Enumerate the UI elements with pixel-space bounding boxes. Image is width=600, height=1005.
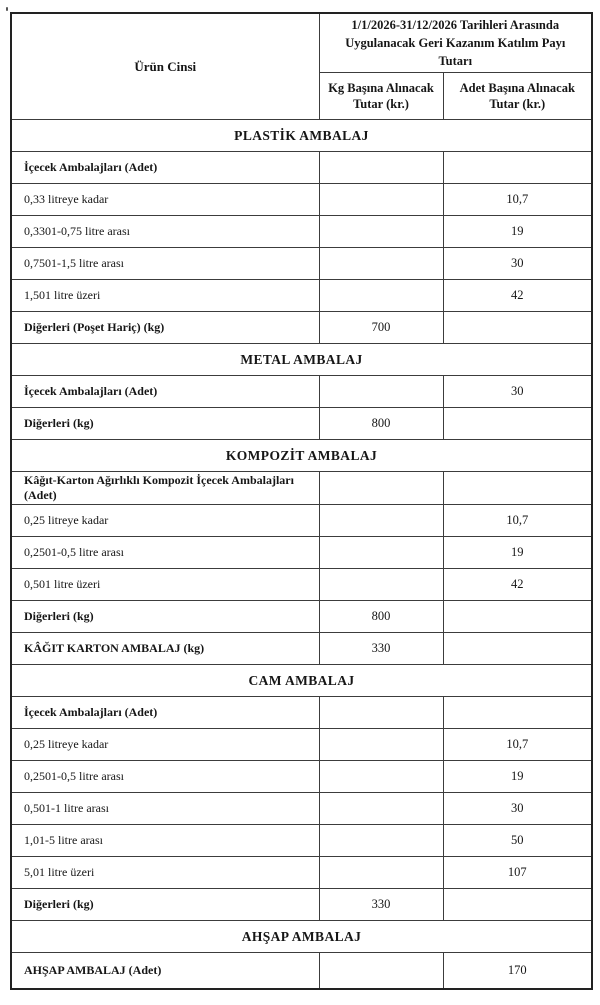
table-row [11, 697, 592, 729]
kg-amount-value [319, 537, 443, 569]
kg-amount-value: 330 [319, 889, 443, 921]
table-row [11, 184, 592, 216]
table-row [11, 312, 592, 344]
table-row [11, 569, 592, 601]
row-label: KÂĞIT KARTON AMBALAJ (kg) [11, 633, 319, 665]
unit-amount-value: 19 [443, 537, 592, 569]
kg-amount-value [319, 505, 443, 537]
header-row-period [11, 13, 592, 73]
row-label: AHŞAP AMBALAJ (Adet) [11, 953, 319, 990]
row-label: 0,501-1 litre arası [11, 793, 319, 825]
unit-amount-value [443, 697, 592, 729]
row-label: Diğerleri (kg) [11, 601, 319, 633]
table-row [11, 537, 592, 569]
table-row [11, 216, 592, 248]
unit-amount-value [443, 312, 592, 344]
row-label: 0,25 litreye kadar [11, 729, 319, 761]
unit-amount-value: 170 [443, 953, 592, 990]
kg-amount-value: 700 [319, 312, 443, 344]
row-label: 0,2501-0,5 litre arası [11, 761, 319, 793]
unit-amount-value: 42 [443, 280, 592, 312]
table-row [11, 953, 592, 990]
scan-artifact-speck [6, 7, 8, 11]
table-row [11, 376, 592, 408]
section-header-row [11, 344, 592, 376]
row-label: Diğerleri (kg) [11, 889, 319, 921]
table-row [11, 505, 592, 537]
table-row [11, 825, 592, 857]
table-row [11, 248, 592, 280]
table-row [11, 729, 592, 761]
section-title: METAL AMBALAJ [11, 344, 592, 376]
unit-amount-value [443, 633, 592, 665]
row-label: Kâğıt-Karton Ağırlıklı Kompozit İçecek Ambalajları (Adet) [11, 472, 319, 505]
table-row [11, 408, 592, 440]
unit-amount-value [443, 601, 592, 633]
table-row [11, 601, 592, 633]
section-title: PLASTİK AMBALAJ [11, 120, 592, 152]
unit-amount-value [443, 408, 592, 440]
kg-amount-value [319, 953, 443, 990]
kg-amount-value: 800 [319, 601, 443, 633]
unit-amount-value: 107 [443, 857, 592, 889]
section-header-row [11, 665, 592, 697]
kg-amount-value [319, 697, 443, 729]
row-label: 0,7501-1,5 litre arası [11, 248, 319, 280]
row-label: İçecek Ambalajları (Adet) [11, 152, 319, 184]
row-label: 0,3301-0,75 litre arası [11, 216, 319, 248]
section-header-row [11, 440, 592, 472]
table-row [11, 761, 592, 793]
table-row [11, 793, 592, 825]
row-label: 0,25 litreye kadar [11, 505, 319, 537]
row-label: 1,501 litre üzeri [11, 280, 319, 312]
kg-amount-value [319, 729, 443, 761]
kg-amount-value [319, 184, 443, 216]
unit-amount-value: 10,7 [443, 505, 592, 537]
table-row [11, 472, 592, 505]
kg-amount-value [319, 569, 443, 601]
section-title: CAM AMBALAJ [11, 665, 592, 697]
kg-amount-value [319, 280, 443, 312]
kg-amount-value: 330 [319, 633, 443, 665]
row-label: 0,501 litre üzeri [11, 569, 319, 601]
table-row [11, 280, 592, 312]
table-row [11, 889, 592, 921]
gekap-fee-table [10, 12, 593, 990]
unit-amount-value: 19 [443, 761, 592, 793]
section-header-row [11, 120, 592, 152]
kg-amount-value [319, 248, 443, 280]
kg-amount-value [319, 857, 443, 889]
unit-amount-value: 30 [443, 376, 592, 408]
unit-amount-value: 50 [443, 825, 592, 857]
table-row [11, 857, 592, 889]
unit-amount-value: 30 [443, 793, 592, 825]
section-header-row [11, 921, 592, 953]
kg-amount-value [319, 825, 443, 857]
row-label: Diğerleri (Poşet Hariç) (kg) [11, 312, 319, 344]
row-label: 0,2501-0,5 litre arası [11, 537, 319, 569]
unit-amount-value [443, 152, 592, 184]
unit-amount-value [443, 889, 592, 921]
column-header-amount-per-unit: Adet Başına Alınacak Tutar (kr.) [443, 73, 592, 120]
row-label: 0,33 litreye kadar [11, 184, 319, 216]
section-title: AHŞAP AMBALAJ [11, 921, 592, 953]
row-label: İçecek Ambalajları (Adet) [11, 697, 319, 729]
column-header-amount-per-kg: Kg Başına Alınacak Tutar (kr.) [319, 73, 443, 120]
table-row [11, 152, 592, 184]
kg-amount-value [319, 793, 443, 825]
unit-amount-value: 19 [443, 216, 592, 248]
table-period-title: 1/1/2026-31/12/2026 Tarihleri Arasında Uygulanacak Geri Kazanım Katılım Payı Tutarı [319, 13, 592, 73]
row-label: Diğerleri (kg) [11, 408, 319, 440]
unit-amount-value: 10,7 [443, 184, 592, 216]
row-label: İçecek Ambalajları (Adet) [11, 376, 319, 408]
unit-amount-value: 42 [443, 569, 592, 601]
unit-amount-value: 30 [443, 248, 592, 280]
kg-amount-value [319, 472, 443, 505]
unit-amount-value [443, 472, 592, 505]
row-label: 1,01-5 litre arası [11, 825, 319, 857]
kg-amount-value [319, 216, 443, 248]
section-title: KOMPOZİT AMBALAJ [11, 440, 592, 472]
kg-amount-value: 800 [319, 408, 443, 440]
column-header-product-type: Ürün Cinsi [11, 13, 319, 120]
unit-amount-value: 10,7 [443, 729, 592, 761]
kg-amount-value [319, 761, 443, 793]
kg-amount-value [319, 152, 443, 184]
kg-amount-value [319, 376, 443, 408]
table-row [11, 633, 592, 665]
row-label: 5,01 litre üzeri [11, 857, 319, 889]
